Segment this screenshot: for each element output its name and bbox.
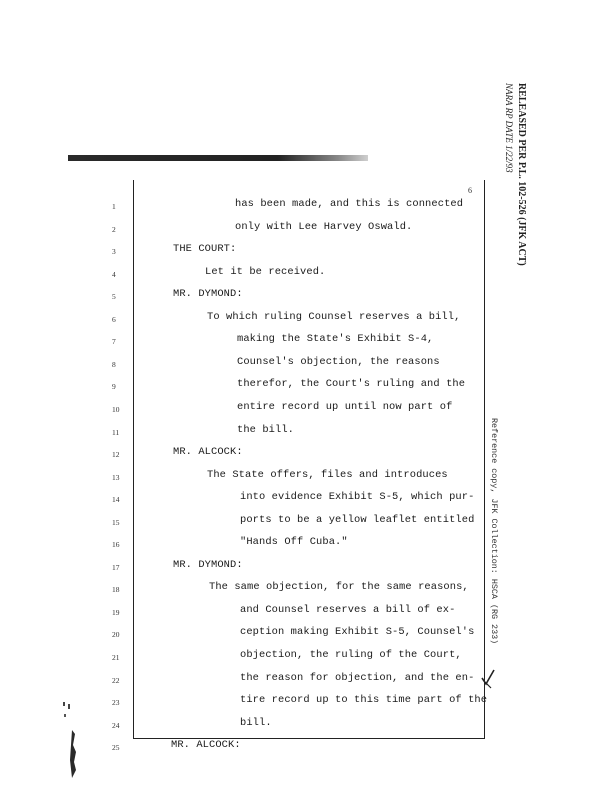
transcript-line: "Hands Off Cuba." xyxy=(240,536,348,549)
transcript-line: only with Lee Harvey Oswald. xyxy=(235,220,413,233)
binding-marks xyxy=(63,700,77,780)
transcript-line: the bill. xyxy=(237,423,295,436)
line-number: 2 xyxy=(112,224,116,234)
line-number: 12 xyxy=(112,450,120,460)
transcript-line: Counsel's objection, the reasons xyxy=(237,355,440,368)
line-number: 25 xyxy=(112,743,120,753)
top-rule xyxy=(68,155,368,161)
line-number: 11 xyxy=(112,427,120,437)
transcript-line: making the State's Exhibit S-4, xyxy=(237,333,434,346)
line-number: 10 xyxy=(112,404,120,414)
transcript-line: has been made, and this is connected xyxy=(235,198,464,210)
transcript-line: bill. xyxy=(240,716,272,729)
transcript-line: tire record up to this time part of the xyxy=(240,694,488,707)
line-number: 7 xyxy=(112,337,116,347)
line-number: 16 xyxy=(112,540,120,550)
line-number: 6 xyxy=(112,314,116,324)
transcript-line: Let it be received. xyxy=(205,265,326,278)
line-number: 1 xyxy=(112,202,116,211)
transcript-line: ports to be a yellow leaflet entitled xyxy=(240,513,475,526)
line-number: 15 xyxy=(112,517,120,527)
line-number: 21 xyxy=(112,653,120,662)
transcript-line: into evidence Exhibit S-5, which pur- xyxy=(240,491,475,504)
transcript-line: ception making Exhibit S-5, Counsel's xyxy=(240,626,475,639)
line-number: 9 xyxy=(112,382,116,392)
line-number: 18 xyxy=(112,585,120,595)
transcript-line: The State offers, files and introduces xyxy=(207,468,448,481)
release-stamp xyxy=(503,83,527,266)
margin-mark: 6 xyxy=(468,186,472,195)
reference-copy-note: Reference copy, JFK Collection: HSCA (RG 233) xyxy=(489,418,499,645)
line-number: 5 xyxy=(112,292,116,302)
line-number: 19 xyxy=(112,607,120,617)
line-number: 3 xyxy=(112,247,116,257)
line-number: 17 xyxy=(112,562,120,572)
transcript-line: entire record up until now part of xyxy=(237,400,453,413)
transcript-line: and Counsel reserves a bill of ex- xyxy=(240,603,456,616)
line-number: 14 xyxy=(112,495,120,505)
release-stamp-line-2: NARA RP DATE 1/22/93 xyxy=(504,83,514,173)
transcript-line: MR. DYMOND: xyxy=(173,288,243,301)
line-number: 4 xyxy=(112,269,116,279)
line-number: 13 xyxy=(112,472,120,482)
line-number: 22 xyxy=(112,675,120,685)
release-stamp-line-1: RELEASED PER P.L. 102-526 (JFK ACT) xyxy=(516,83,527,266)
line-number: 23 xyxy=(112,698,120,708)
line-number: 24 xyxy=(112,720,120,730)
transcript-line: objection, the ruling of the Court, xyxy=(240,649,462,661)
transcript-line: THE COURT: xyxy=(173,243,237,256)
transcript-line: The same objection, for the same reasons, xyxy=(209,581,469,594)
line-number: 20 xyxy=(112,630,120,640)
transcript-line: To which ruling Counsel reserves a bill, xyxy=(207,310,461,323)
check-mark-icon xyxy=(480,668,496,690)
transcript-line: MR. ALCOCK: xyxy=(171,739,241,752)
transcript-line: MR. DYMOND: xyxy=(173,558,243,571)
line-number: 8 xyxy=(112,359,116,369)
transcript-line: therefor, the Court's ruling and the xyxy=(237,378,466,391)
transcript-line: MR. ALCOCK: xyxy=(173,446,243,459)
transcript-line: the reason for objection, and the en- xyxy=(240,671,475,684)
